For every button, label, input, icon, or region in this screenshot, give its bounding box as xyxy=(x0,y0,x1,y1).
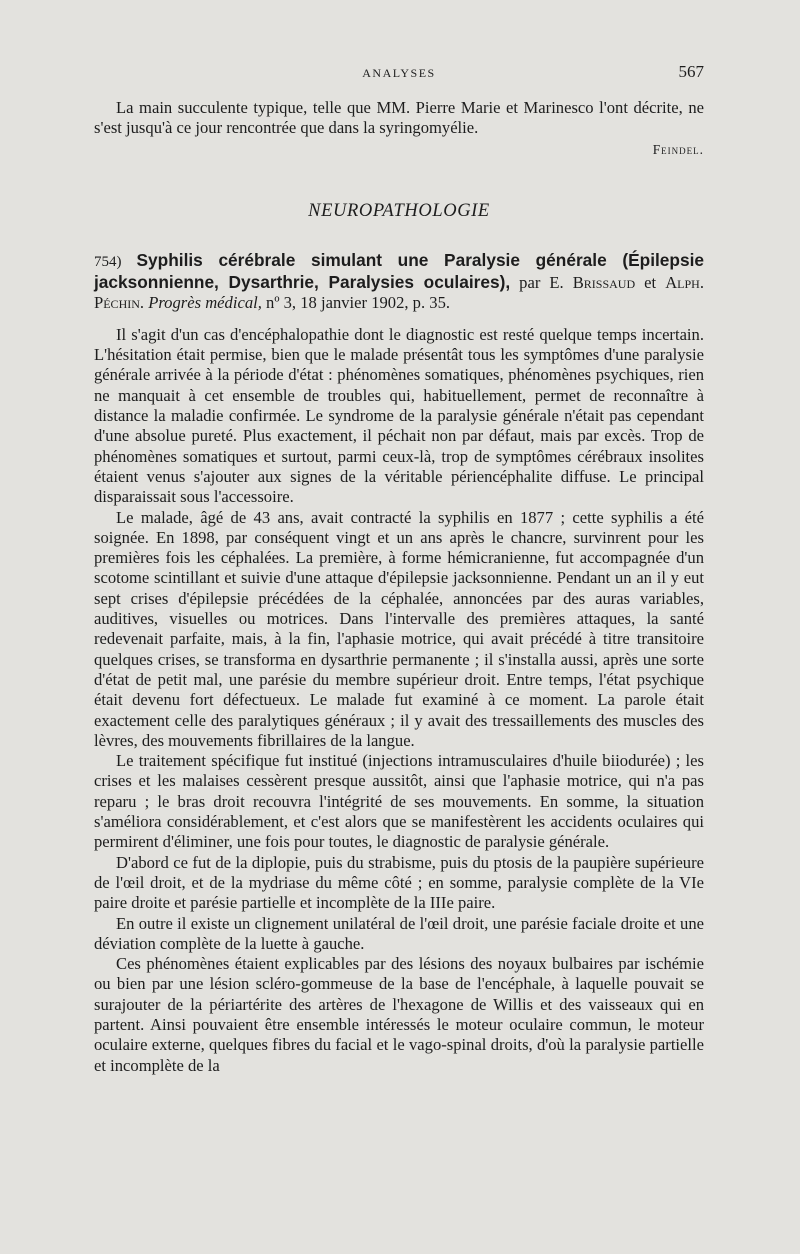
previous-entry-author: Feindel. xyxy=(652,141,704,157)
entry-paragraph: En outre il existe un clignement unilatéral de l'œil droit, une parésie faciale droite et une déviation complète de la luette à gauche. xyxy=(94,913,704,953)
entry-and: et xyxy=(644,272,657,292)
page-number: 567 xyxy=(678,62,704,81)
entry-paragraph: D'abord ce fut de la diplopie, puis du strabisme, puis du ptosis de la paupière supérieure de l'œil droit, et de la mydriase du même côté ; en somme, paralysie complète de la VIe paire droite et parésie partielle et incomplète de la IIIe paire. xyxy=(94,852,704,913)
entry-citation: nº 3, 18 janvier 1902, p. 35. xyxy=(266,292,451,312)
entry-number: 754) xyxy=(94,253,122,270)
entry-journal: Progrès médical, xyxy=(148,292,262,312)
entry-paragraph: Ces phénomènes étaient explicables par des lésions des noyaux bulbaires par ischémie ou bien par une lésion scléro-gommeuse de la base de l'encéphale, à laquelle pouvait se surajouter de la périartérite des artères de l'hexagone de Willis et des vaisseaux qui en partent. Ainsi pouvaient être ensemble intéressés le moteur oculaire commun, le moteur oculaire externe, quelques fibres du facial et le vago-spinal droits, d'où la paralysie partielle et incomplète de la xyxy=(94,954,704,1075)
previous-entry-paragraph: La main succulente typique, telle que MM. Pierre Marie et Marinesco l'ont décrite, ne s'est jusqu'à ce jour rencontrée que dans la syringomyélie. xyxy=(94,98,704,138)
section-title: NEUROPATHOLOGIE xyxy=(308,200,490,221)
entry-author-2: Alph. Péchin. xyxy=(94,272,704,312)
entry-heading xyxy=(94,250,704,313)
entry-paragraph: Il s'agit d'un cas d'encéphalopathie dont le diagnostic est resté quelque temps incertain. L'hésitation était permise, bien que le malade présentât tous les symptômes d'une paralysie générale arrivée à la période d'état : phénomènes somatiques, phénomènes psychiques, rien ne manquait à cet ensemble de troubles qui, habituellement, permet de reconnaître à distance la maladie confirmée. Le syndrome de la paralysie générale n'était pas cependant d'une absolue pureté. Plus exactement, il péchait non par défaut, mais par excès. Trop de phénomènes somatiques et surtout, parmi ceux-là, trop de symptômes cérébraux insolites étaient venus s'ajouter aux signes de la véritable périencéphalite diffuse. Le principal disparaissait sous l'accessoire. xyxy=(94,324,704,507)
page-content xyxy=(94,98,704,1076)
entry-author-1: E. Brissaud xyxy=(549,272,636,292)
entry-title: Syphilis cérébrale simulant une Paralysie générale (Épilepsie jacksonnienne, Dysarthrie, Paralysies oculaires), xyxy=(94,249,704,292)
entry-paragraph: Le traitement spécifique fut institué (injections intramusculaires d'huile biiodurée) ; les crises et les malaises cessèrent presque aussitôt, ainsi que l'aphasie motrice, qui n'a pas reparu ; le bras droit recouvra l'intégrité de ses mouvements. En somme, la situation s'améliora considérablement, et c'est alors que se manifestèrent les accidents oculaires qui permirent d'éliminer, une fois pour toutes, le diagnostic de paralysie générale. xyxy=(94,751,704,852)
running-title: ANALYSES xyxy=(362,66,436,80)
entry-paragraph: Le malade, âgé de 43 ans, avait contracté la syphilis en 1877 ; cette syphilis a été soignée. En 1898, par conséquent vingt et un ans après le chancre, survinrent pour les premières fois les céphalées. La première, à forme hémicranienne, fut accompagnée d'un scotome scintillant et suivie d'une attaque d'épilepsie jacksonnienne. Pendant un an il y eut sept crises d'épilepsie précédées de la céphalée, annoncées par des auras variables, auditives, visuelles ou motrices. Dans l'intervalle des premières attaques, la santé redevenait parfaite, mais, à la fin, l'aphasie motrice, qui avait précédé à titre transitoire quelques crises, se transforma en dysarthrie permanente ; il s'installa aussi, après une sorte d'état de petit mal, une parésie du membre supérieur droit. Entre temps, l'état psychique était devenu fort défectueux. Le malade fut examiné à ce moment. La parole était exactement celle des paralytiques généraux ; il y avait des tressaillements des muscles des lèvres, des mouvements fibrillaires de la langue. xyxy=(94,507,704,750)
running-header xyxy=(94,62,704,82)
entry-by: par xyxy=(519,272,541,292)
